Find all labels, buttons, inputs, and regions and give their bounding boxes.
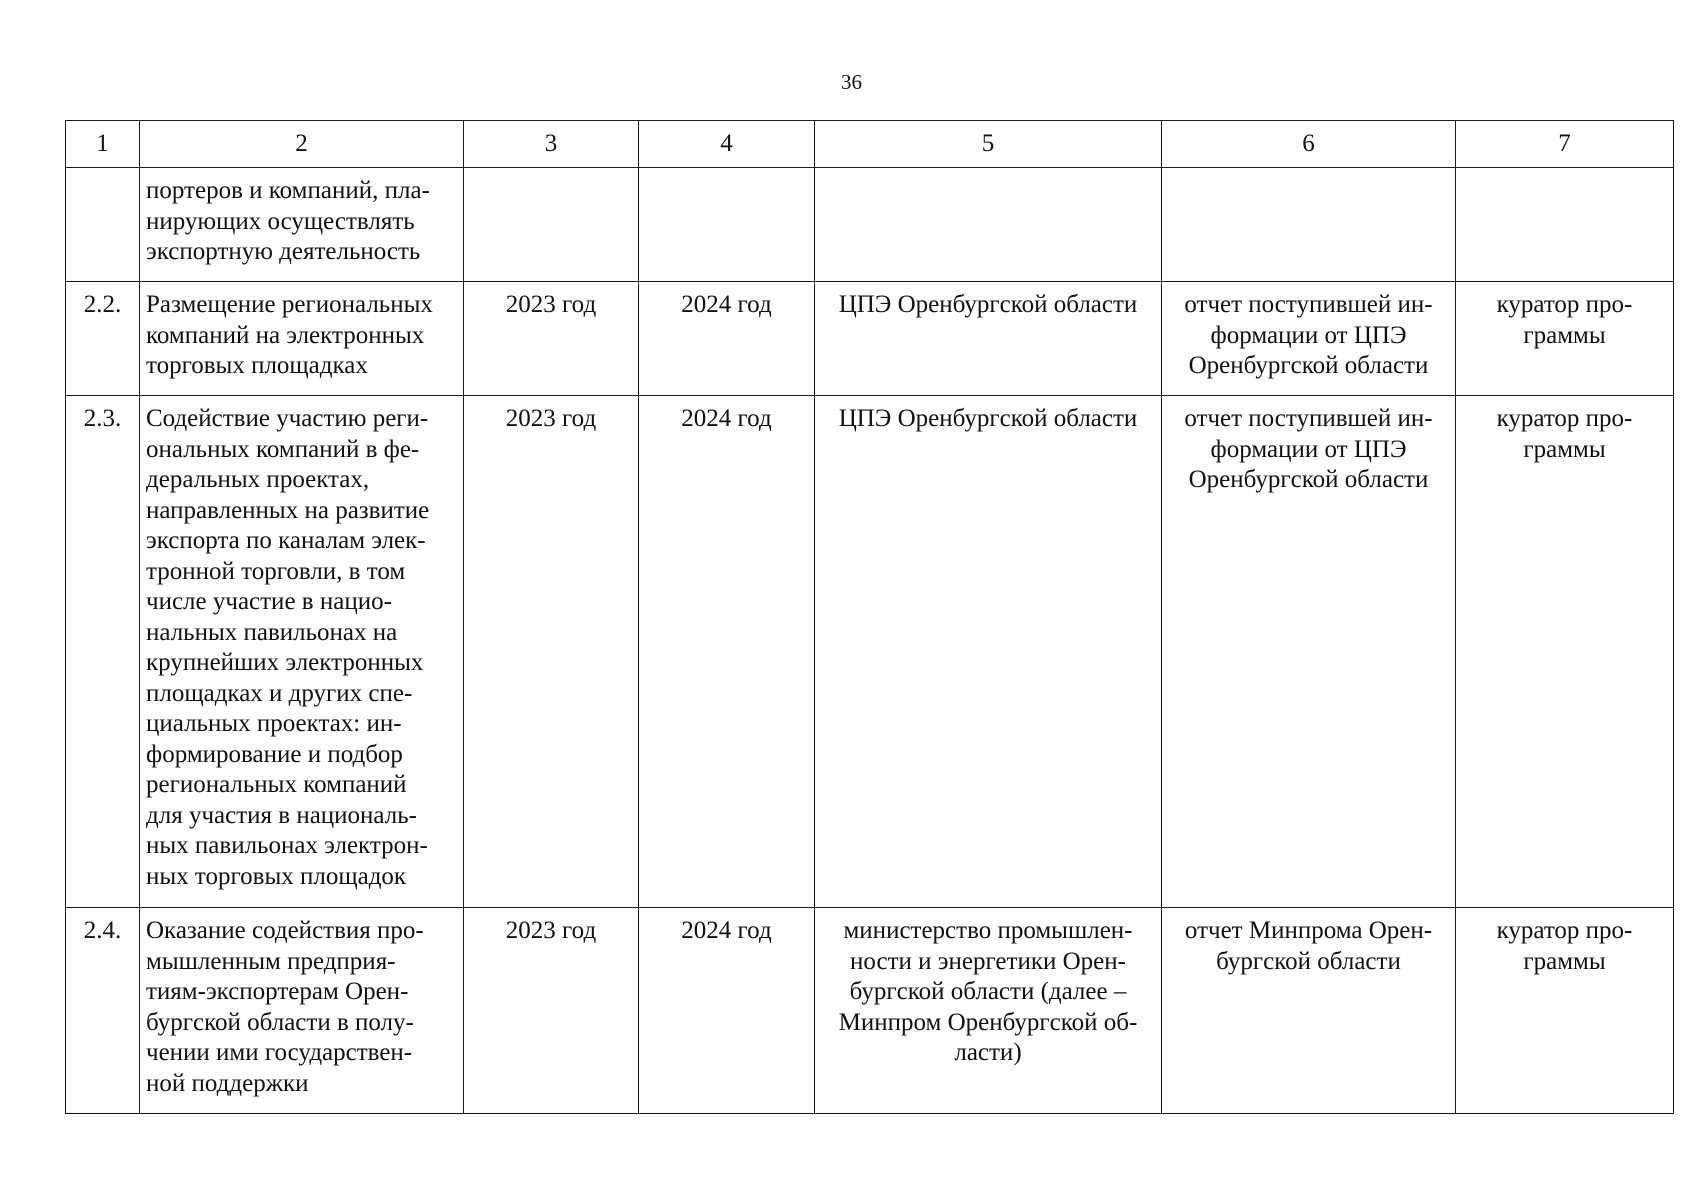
row-responsible xyxy=(1456,396,1674,908)
row-start-year: 2023 год xyxy=(464,282,639,396)
row-executor xyxy=(815,396,1162,908)
row-number: 2.4. xyxy=(66,908,140,1114)
table-row xyxy=(66,908,1674,1114)
row-report xyxy=(1162,282,1456,396)
table-header-row xyxy=(66,121,1674,168)
header-col-5: 5 xyxy=(815,121,1162,168)
row-executor xyxy=(815,168,1162,282)
row-activity xyxy=(140,168,464,282)
row-responsible xyxy=(1456,908,1674,1114)
row-activity xyxy=(140,282,464,396)
row-executor xyxy=(815,908,1162,1114)
header-col-7: 7 xyxy=(1456,121,1674,168)
row-number xyxy=(66,168,140,282)
row-activity-text: Содействие участию реги- ональных компаний в фе- деральных проектах, направленных на развитие экспорта по каналам элек- тронной торговли, в том числе участие в нацио- нальных павильонах на крупнейших электронных площадках и других спе- циальных проектах: ин- формирование и подбор региональных компаний для участия в националь- ных павильонах электрон- ных торговых площадок xyxy=(146,405,430,890)
row-report-text: отчет поступившей ин- формации от ЦПЭ Оренбургской области xyxy=(1184,405,1433,493)
table-row xyxy=(66,168,1674,282)
row-executor-text: министерство промышлен- ности и энергетики Орен- бургской области (далее – Минпром Оренбургской об- ласти) xyxy=(838,917,1138,1066)
table-row xyxy=(66,396,1674,908)
row-responsible xyxy=(1456,168,1674,282)
header-col-3: 3 xyxy=(464,121,639,168)
row-responsible xyxy=(1456,282,1674,396)
row-report xyxy=(1162,908,1456,1114)
plan-table xyxy=(65,120,1674,1114)
row-responsible-text: куратор про- граммы xyxy=(1496,405,1633,463)
row-executor-text: ЦПЭ Оренбургской области xyxy=(838,405,1138,432)
row-report-text: отчет Минпрома Орен- бургской области xyxy=(1184,917,1433,975)
row-start-year: 2023 год xyxy=(464,908,639,1114)
row-end-year: 2024 год xyxy=(639,908,815,1114)
row-start-year xyxy=(464,168,639,282)
row-end-year: 2024 год xyxy=(639,282,815,396)
header-col-6: 6 xyxy=(1162,121,1456,168)
row-activity-text: Размещение региональных компаний на электронных торговых площадках xyxy=(146,291,433,379)
row-number: 2.2. xyxy=(66,282,140,396)
row-activity-text: Оказание содействия про- мышленным предприя- тиям-экспортерам Орен- бургской области в полу- чении ими государствен- ной поддержки xyxy=(146,917,424,1097)
row-executor xyxy=(815,282,1162,396)
header-col-4: 4 xyxy=(639,121,815,168)
row-end-year: 2024 год xyxy=(639,396,815,908)
row-activity xyxy=(140,396,464,908)
row-responsible-text: куратор про- граммы xyxy=(1496,917,1633,975)
row-end-year xyxy=(639,168,815,282)
row-executor-text: ЦПЭ Оренбургской области xyxy=(838,291,1138,318)
table-row xyxy=(66,282,1674,396)
row-responsible-text: куратор про- граммы xyxy=(1496,291,1633,349)
row-start-year: 2023 год xyxy=(464,396,639,908)
row-report xyxy=(1162,396,1456,908)
row-activity xyxy=(140,908,464,1114)
row-activity-text: портеров и компаний, пла- нирующих осуществлять экспортную деятельность xyxy=(146,177,430,265)
row-report-text: отчет поступившей ин- формации от ЦПЭ Оренбургской области xyxy=(1184,291,1433,379)
header-col-1: 1 xyxy=(66,121,140,168)
row-report xyxy=(1162,168,1456,282)
header-col-2: 2 xyxy=(140,121,464,168)
row-number: 2.3. xyxy=(66,396,140,908)
page-number: 36 xyxy=(841,70,862,94)
